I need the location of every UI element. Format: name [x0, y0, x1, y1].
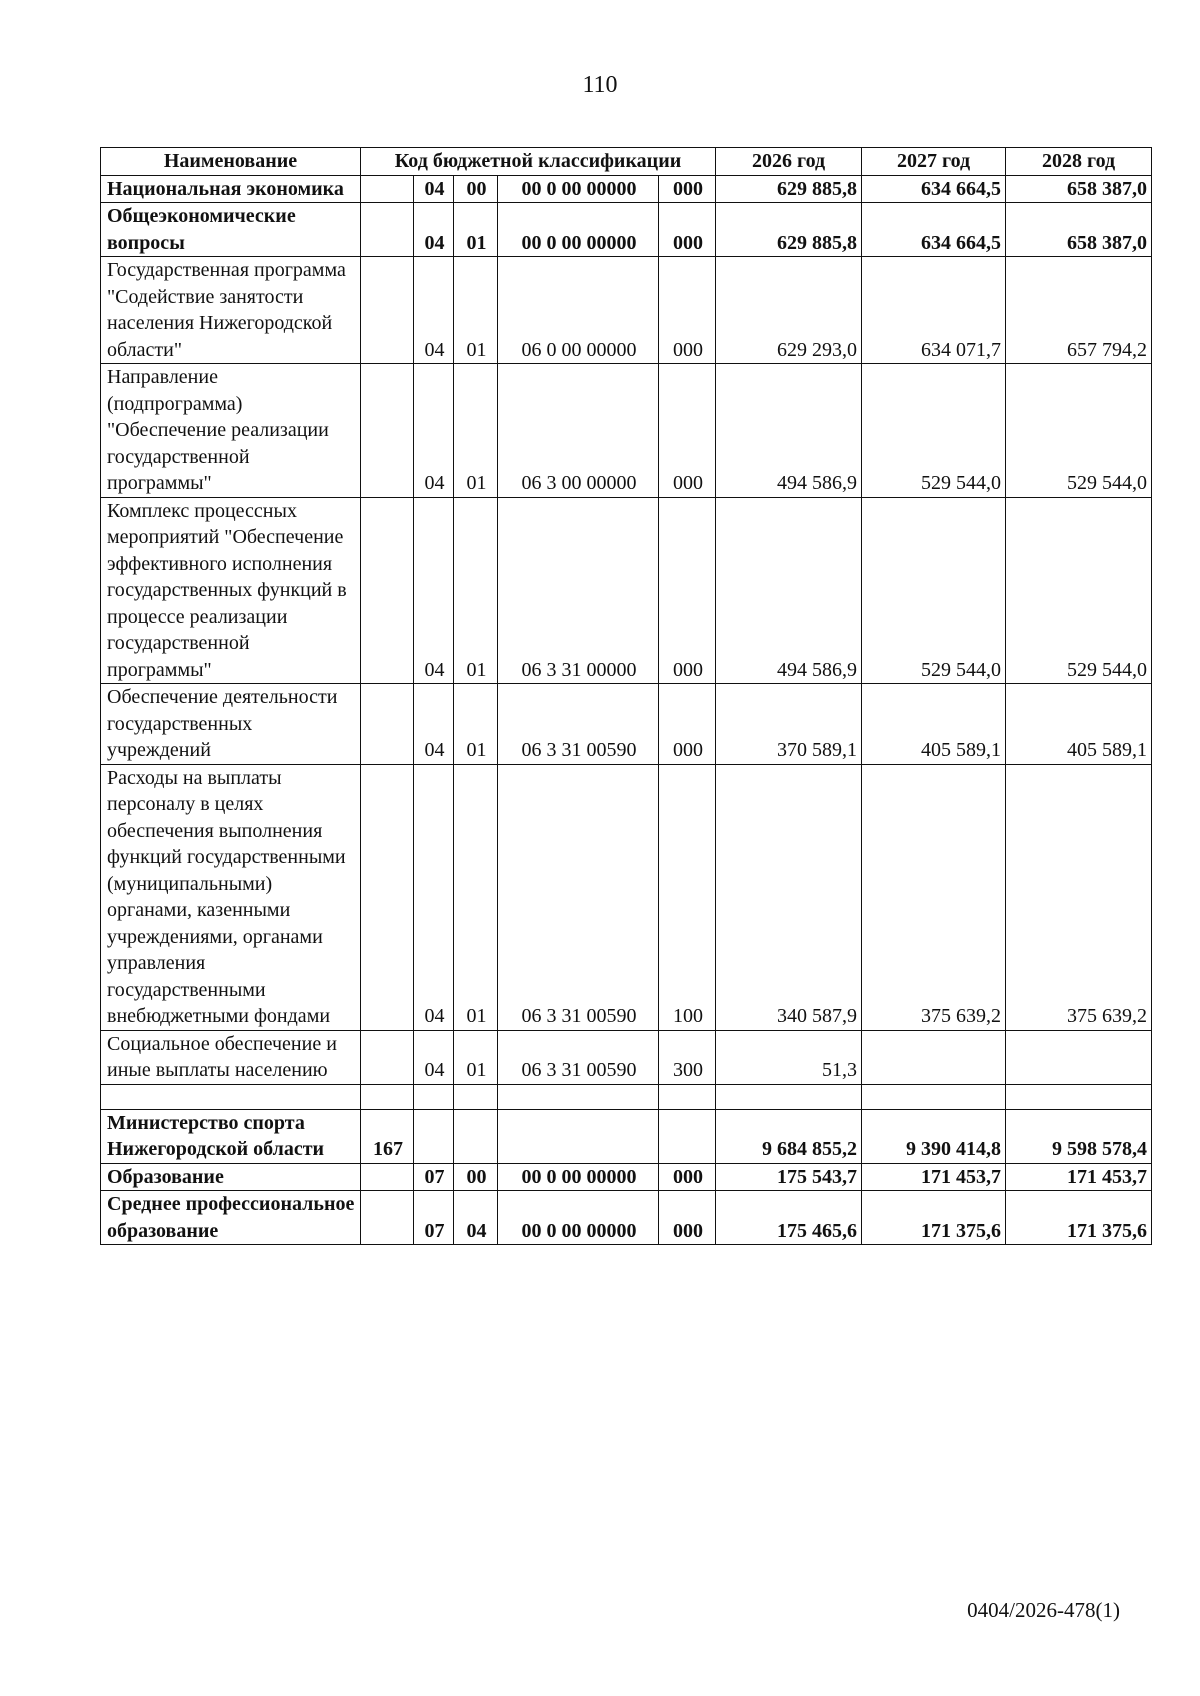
table-row	[101, 364, 1152, 498]
header-2028: 2028 год	[1006, 148, 1152, 176]
section-code-cell: 04	[414, 364, 454, 498]
target-code-cell	[498, 1084, 659, 1109]
amount-2027-cell: 634 664,5	[862, 203, 1006, 257]
amount-2027-cell: 405 589,1	[862, 684, 1006, 765]
table-row	[101, 203, 1152, 257]
target-code-cell: 06 3 31 00000	[498, 497, 659, 684]
row-name-cell	[101, 1084, 361, 1109]
amount-2027-cell: 171 453,7	[862, 1163, 1006, 1191]
subsection-code-cell: 00	[454, 1163, 498, 1191]
header-code: Код бюджетной классификации	[361, 148, 716, 176]
table-spacer-row	[101, 1084, 1152, 1109]
amount-2028-cell	[1006, 1084, 1152, 1109]
expense-code-cell: 000	[659, 1163, 716, 1191]
target-code-cell: 00 0 00 00000	[498, 203, 659, 257]
target-code-cell: 00 0 00 00000	[498, 1163, 659, 1191]
row-name-cell: Общеэкономические вопросы	[101, 203, 361, 257]
table-header-row	[101, 148, 1152, 176]
amount-2026-cell: 51,3	[716, 1030, 862, 1084]
subsection-code-cell	[454, 1084, 498, 1109]
ministry-code-cell	[361, 1191, 414, 1245]
amount-2028-cell: 171 375,6	[1006, 1191, 1152, 1245]
amount-2026-cell: 629 293,0	[716, 257, 862, 364]
expense-code-cell: 100	[659, 764, 716, 1030]
expense-code-cell: 000	[659, 1191, 716, 1245]
table-row	[101, 1030, 1152, 1084]
amount-2026-cell: 629 885,8	[716, 175, 862, 203]
amount-2028-cell: 657 794,2	[1006, 257, 1152, 364]
table-row	[101, 1163, 1152, 1191]
section-code-cell	[414, 1109, 454, 1163]
amount-2027-cell: 9 390 414,8	[862, 1109, 1006, 1163]
table-row	[101, 764, 1152, 1030]
table-row	[101, 257, 1152, 364]
amount-2026-cell: 175 465,6	[716, 1191, 862, 1245]
row-name-cell: Социальное обеспечение и иные выплаты населению	[101, 1030, 361, 1084]
amount-2026-cell: 340 587,9	[716, 764, 862, 1030]
subsection-code-cell: 01	[454, 684, 498, 765]
amount-2028-cell: 9 598 578,4	[1006, 1109, 1152, 1163]
subsection-code-cell: 00	[454, 175, 498, 203]
ministry-code-cell	[361, 684, 414, 765]
row-name-cell: Государственная программа "Содействие занятости населения Нижегородской области"	[101, 257, 361, 364]
amount-2028-cell	[1006, 1030, 1152, 1084]
target-code-cell: 06 0 00 00000	[498, 257, 659, 364]
subsection-code-cell	[454, 1109, 498, 1163]
expense-code-cell: 000	[659, 497, 716, 684]
expense-code-cell: 000	[659, 257, 716, 364]
amount-2028-cell: 658 387,0	[1006, 175, 1152, 203]
ministry-code-cell	[361, 1030, 414, 1084]
amount-2027-cell: 634 071,7	[862, 257, 1006, 364]
amount-2027-cell	[862, 1084, 1006, 1109]
section-code-cell: 04	[414, 175, 454, 203]
ministry-code-cell	[361, 497, 414, 684]
amount-2027-cell: 529 544,0	[862, 497, 1006, 684]
ministry-code-cell	[361, 257, 414, 364]
row-name-cell: Образование	[101, 1163, 361, 1191]
subsection-code-cell: 01	[454, 203, 498, 257]
row-name-cell: Министерство спорта Нижегородской области	[101, 1109, 361, 1163]
ministry-code-cell	[361, 364, 414, 498]
target-code-cell: 06 3 00 00000	[498, 364, 659, 498]
section-code-cell	[414, 1084, 454, 1109]
amount-2028-cell: 405 589,1	[1006, 684, 1152, 765]
expense-code-cell: 000	[659, 364, 716, 498]
table-body	[101, 175, 1152, 1245]
document-id: 0404/2026-478(1)	[967, 1598, 1120, 1622]
amount-2028-cell: 171 453,7	[1006, 1163, 1152, 1191]
amount-2026-cell: 9 684 855,2	[716, 1109, 862, 1163]
amount-2027-cell: 375 639,2	[862, 764, 1006, 1030]
amount-2028-cell: 529 544,0	[1006, 497, 1152, 684]
amount-2028-cell: 529 544,0	[1006, 364, 1152, 498]
ministry-code-cell	[361, 203, 414, 257]
ministry-code-cell: 167	[361, 1109, 414, 1163]
row-name-cell: Обеспечение деятельности государственных учреждений	[101, 684, 361, 765]
section-code-cell: 04	[414, 684, 454, 765]
subsection-code-cell: 01	[454, 764, 498, 1030]
amount-2027-cell: 529 544,0	[862, 364, 1006, 498]
amount-2027-cell: 171 375,6	[862, 1191, 1006, 1245]
table-row	[101, 497, 1152, 684]
target-code-cell: 06 3 31 00590	[498, 684, 659, 765]
row-name-cell: Среднее профессиональное образование	[101, 1191, 361, 1245]
table-row	[101, 1191, 1152, 1245]
subsection-code-cell: 01	[454, 1030, 498, 1084]
amount-2027-cell: 634 664,5	[862, 175, 1006, 203]
section-code-cell: 07	[414, 1191, 454, 1245]
header-2027: 2027 год	[862, 148, 1006, 176]
budget-table	[100, 147, 1152, 1245]
amount-2026-cell: 175 543,7	[716, 1163, 862, 1191]
row-name-cell: Направление (подпрограмма) "Обеспечение реализации государственной программы"	[101, 364, 361, 498]
amount-2026-cell: 494 586,9	[716, 364, 862, 498]
target-code-cell: 00 0 00 00000	[498, 175, 659, 203]
header-name: Наименование	[101, 148, 361, 176]
table-row	[101, 684, 1152, 765]
expense-code-cell: 000	[659, 203, 716, 257]
table-row	[101, 175, 1152, 203]
amount-2026-cell: 494 586,9	[716, 497, 862, 684]
amount-2028-cell: 658 387,0	[1006, 203, 1152, 257]
expense-code-cell	[659, 1084, 716, 1109]
expense-code-cell	[659, 1109, 716, 1163]
amount-2026-cell: 629 885,8	[716, 203, 862, 257]
section-code-cell: 04	[414, 257, 454, 364]
table-row	[101, 1109, 1152, 1163]
subsection-code-cell: 01	[454, 497, 498, 684]
amount-2027-cell	[862, 1030, 1006, 1084]
section-code-cell: 04	[414, 497, 454, 684]
section-code-cell: 07	[414, 1163, 454, 1191]
page-number: 110	[582, 72, 618, 98]
expense-code-cell: 300	[659, 1030, 716, 1084]
amount-2026-cell	[716, 1084, 862, 1109]
row-name-cell: Расходы на выплаты персоналу в целях обеспечения выполнения функций государственными (муниципальными) органами, казенными учреждениями, органами управления государственными внебюджетными фондами	[101, 764, 361, 1030]
subsection-code-cell: 04	[454, 1191, 498, 1245]
section-code-cell: 04	[414, 1030, 454, 1084]
target-code-cell: 06 3 31 00590	[498, 764, 659, 1030]
ministry-code-cell	[361, 1163, 414, 1191]
header-2026: 2026 год	[716, 148, 862, 176]
amount-2028-cell: 375 639,2	[1006, 764, 1152, 1030]
subsection-code-cell: 01	[454, 257, 498, 364]
section-code-cell: 04	[414, 203, 454, 257]
target-code-cell: 00 0 00 00000	[498, 1191, 659, 1245]
ministry-code-cell	[361, 1084, 414, 1109]
expense-code-cell: 000	[659, 175, 716, 203]
row-name-cell: Комплекс процессных мероприятий "Обеспечение эффективного исполнения государственных функций в процессе реализации государственной программы"	[101, 497, 361, 684]
target-code-cell: 06 3 31 00590	[498, 1030, 659, 1084]
section-code-cell: 04	[414, 764, 454, 1030]
expense-code-cell: 000	[659, 684, 716, 765]
ministry-code-cell	[361, 764, 414, 1030]
amount-2026-cell: 370 589,1	[716, 684, 862, 765]
subsection-code-cell: 01	[454, 364, 498, 498]
target-code-cell	[498, 1109, 659, 1163]
row-name-cell: Национальная экономика	[101, 175, 361, 203]
ministry-code-cell	[361, 175, 414, 203]
